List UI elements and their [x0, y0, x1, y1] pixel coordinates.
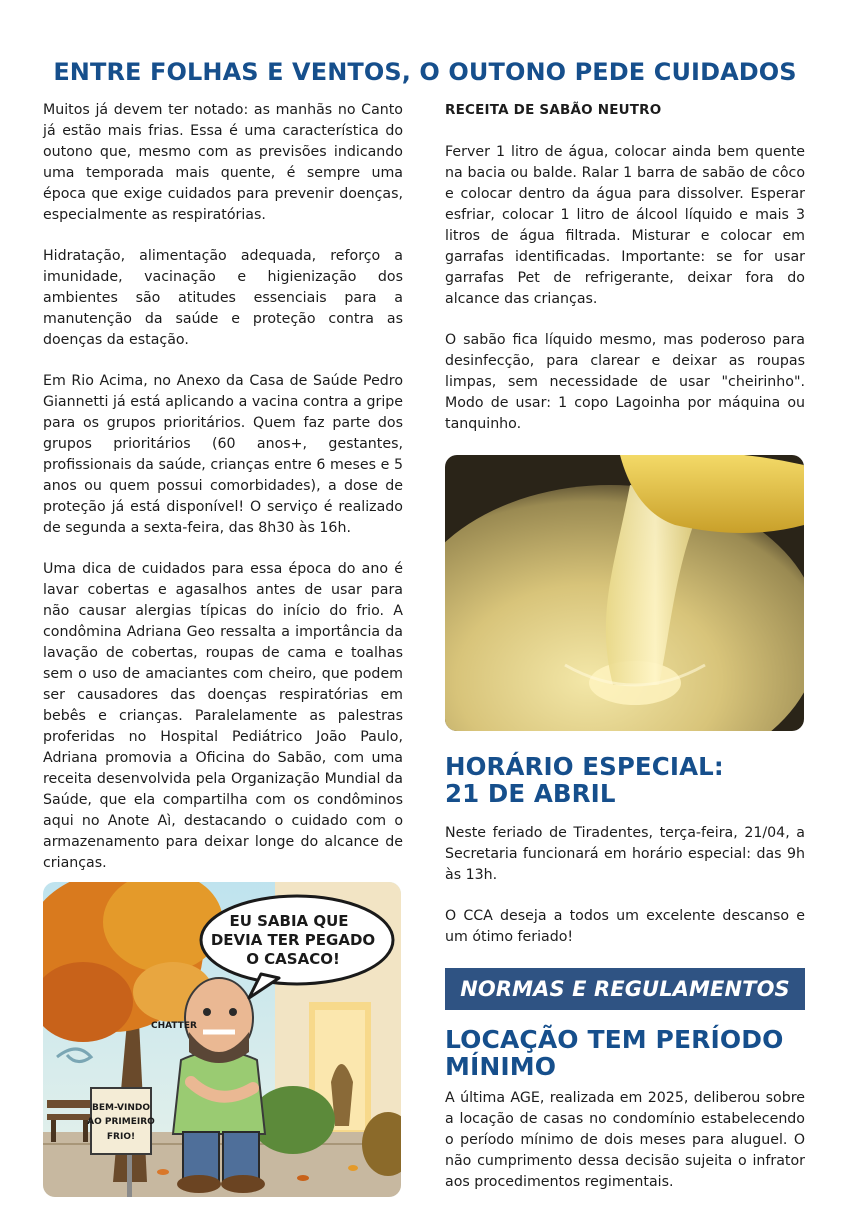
speech-bubble-line: O CASACO! [246, 950, 340, 968]
recipe-paragraph: O sabão fica líquido mesmo, mas poderoso para desinfecção, para clarear e deixar as roupas limpas, sem necessidade de usar "cheirinho". Modo de usar: 1 copo Lagoinha por máquina ou tanquinho. [445, 332, 805, 432]
welcome-sign-line: AO PRIMEIRO [87, 1117, 155, 1127]
article-paragraph: Em Rio Acima, no Anexo da Casa de Saúde Pedro Giannetti já está aplicando a vacina contra a gripe para os grupos prioritários. Quem faz parte dos grupos prioritários (60 anos+, gestantes, profissionais da saúde, crianças entre 6 meses e 5 anos ou quem possui comorbidades), a dose de proteção já está disponível! O serviço é realizado de segunda a sexta-feira, das 8h30 às 16h. [43, 373, 403, 536]
special-hours-paragraph: Neste feriado de Tiradentes, terça-feira, 21/04, a Secretaria funcionará em horário especial: das 9h às 13h. [445, 825, 805, 883]
speech-bubble-line: DEVIA TER PEGADO [210, 931, 376, 949]
liquid-soap-photo [445, 455, 804, 731]
speech-bubble-line: EU SABIA QUE [229, 912, 349, 930]
special-hours-title-line: HORÁRIO ESPECIAL: [445, 752, 724, 781]
left-column [43, 100, 403, 1197]
article-paragraph: Uma dica de cuidados para essa época do ano é lavar cobertas e agasalhos antes de usar para não causar alergias típicas do início do frio. A condômina Adriana Geo ressalta a importância da lavação de cobertas, roupas de cama e toalhas sem o uso de amaciantes com cheiro, que podem ser causadores das doenças respiratórias em bebês e crianças. Paralelamente as palestras proferidas no Hospital Pediátrico João Paulo, Adriana promovia a Oficina do Sabão, com uma receita desenvolvida pela Organização Mundial da Saúde, que ela compartilha com os condôminos aqui no Anote Aì, destacando o cuidado com o armazenamento para deixar longe do alcance de crianças. [43, 561, 403, 871]
article-paragraph: Hidratação, alimentação adequada, reforço a imunidade, vacinação e higienização dos ambientes são atitudes essenciais para a manutenção da saúde e proteção contra as doenças da estação. [43, 248, 403, 348]
recipe-paragraph: Ferver 1 litro de água, colocar ainda bem quente na bacia ou balde. Ralar 1 barra de sabão de côco e colocar dentro da água para dissolver. Esperar esfriar, colocar 1 litro de álcool líquido e mais 3 litros de água filtrada. Misturar e colocar em garrafas identificadas. Importante: se for usar garrafas Pet de refrigerante, deixar fora do alcance das crianças. [445, 144, 805, 307]
rental-title-line: LOCAÇÃO TEM PERÍODO [445, 1025, 784, 1054]
section-banner: NORMAS E REGULAMENTOS [445, 968, 805, 1010]
welcome-sign-line: FRIO! [106, 1132, 136, 1142]
right-column [445, 100, 805, 1213]
special-hours-paragraph: O CCA deseja a todos um excelente descanso e um ótimo feriado! [445, 908, 805, 945]
chatter-sound-effect: CHATTER [151, 1021, 197, 1031]
special-hours-title [445, 753, 805, 807]
recipe-title: RECEITA DE SABÃO NEUTRO [445, 102, 662, 118]
page-headline: ENTRE FOLHAS E VENTOS, O OUTONO PEDE CUIDADOS [53, 58, 797, 86]
special-hours-title-line: 21 DE ABRIL [445, 779, 616, 808]
autumn-cartoon-image [43, 882, 401, 1197]
welcome-sign-line: BEM-VINDO [91, 1103, 151, 1113]
rental-title [445, 1026, 805, 1080]
rental-title-line: MÍNIMO [445, 1052, 557, 1081]
article-paragraph: Muitos já devem ter notado: as manhãs no Canto já estão mais frias. Essa é uma característica do outono que, mesmo com as previsões indicando uma temporada mais quente, é sempre uma época que exige cuidados para prevenir doenças, especialmente as respiratórias. [43, 102, 403, 223]
rental-paragraph: A última AGE, realizada em 2025, deliberou sobre a locação de casas no condomínio estabelecendo o período mínimo de dois meses para aluguel. O não cumprimento dessa decisão sujeita o infrator aos procedimentos regimentais. [445, 1090, 805, 1190]
